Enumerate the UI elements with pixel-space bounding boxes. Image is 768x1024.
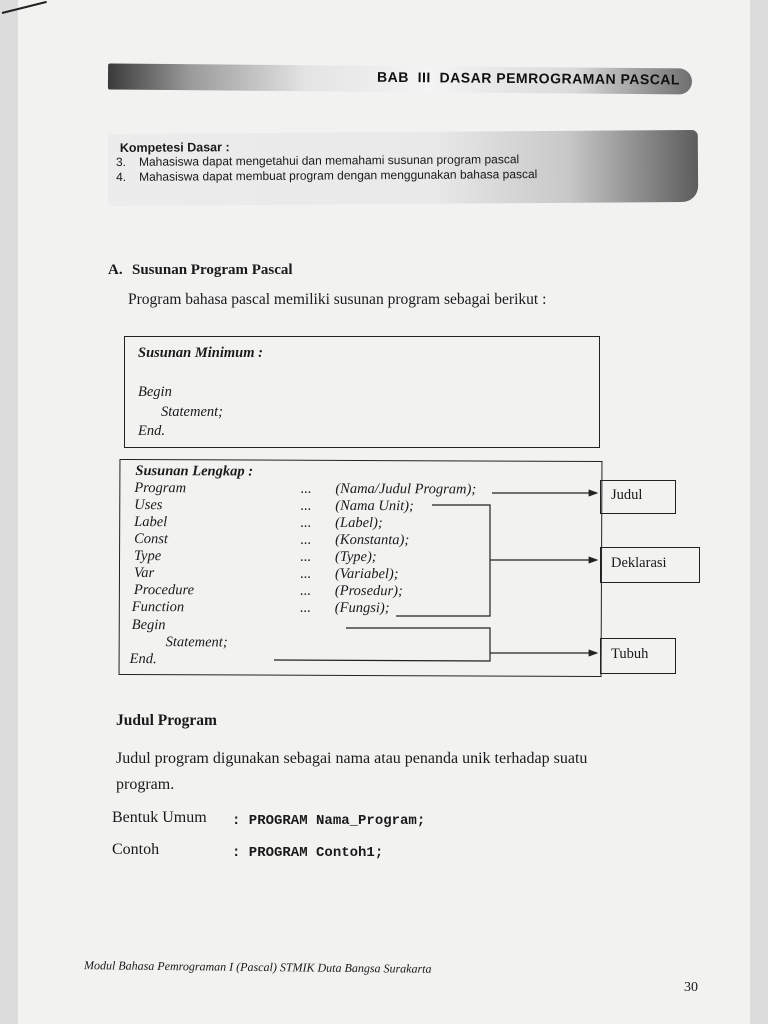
dots: ... xyxy=(300,548,311,565)
keyword: Var xyxy=(133,565,155,582)
keyword: Const xyxy=(134,531,169,548)
code-line: End. xyxy=(138,423,165,439)
comment: (Nama Unit); xyxy=(335,497,414,515)
section-title: Susunan Program Pascal xyxy=(132,262,293,278)
keyword: Program xyxy=(134,480,187,497)
tubuh-label: Tubuh xyxy=(611,646,649,662)
dots: ... xyxy=(299,582,311,599)
judul-program-paragraph-cont: program. xyxy=(116,776,175,793)
dots: ... xyxy=(300,497,312,514)
keyword: Statement; xyxy=(165,634,228,651)
keyword: Procedure xyxy=(133,582,195,599)
comment: (Nama/Judul Program); xyxy=(335,480,477,498)
dots: ... xyxy=(300,480,312,497)
tubuh-bracket xyxy=(274,628,490,661)
comment: (Type); xyxy=(335,548,377,566)
item-number: 4. xyxy=(116,169,127,185)
page-number: 30 xyxy=(684,980,698,995)
contoh-label: Contoh xyxy=(112,841,160,858)
comment: (Label); xyxy=(335,514,383,532)
comment: (Konstanta); xyxy=(335,531,410,549)
bentuk-umum-label: Bentuk Umum xyxy=(112,809,207,826)
keyword: Function xyxy=(131,599,185,616)
contoh-code: : PROGRAM Contoh1; xyxy=(232,845,384,861)
code-line: Begin xyxy=(138,384,172,400)
comment: (Variabel); xyxy=(334,565,399,583)
judul-program-heading: Judul Program xyxy=(116,712,217,729)
keyword: Uses xyxy=(134,497,163,514)
dots: ... xyxy=(300,514,312,531)
complete-title: Susunan Lengkap : xyxy=(135,463,254,480)
code-line: Statement; xyxy=(161,404,224,420)
keyword: Begin xyxy=(131,617,166,634)
section-intro: Program bahasa pascal memiliki susunan program sebagai berikut : xyxy=(128,291,547,308)
bentuk-umum-code: : PROGRAM Nama_Program; xyxy=(232,813,426,829)
chapter-title: BAB III DASAR PEMROGRAMAN PASCAL xyxy=(376,68,681,88)
judul-program-paragraph: Judul program digunakan sebagai nama atau penanda unik terhadap suatu xyxy=(116,750,588,767)
minimum-title: Susunan Minimum : xyxy=(138,345,263,361)
keyword: End. xyxy=(129,650,157,668)
item-text: Mahasiswa dapat mengetahui dan memahami susunan program pascal xyxy=(138,152,520,169)
dots: ... xyxy=(299,565,311,582)
comment: (Fungsi); xyxy=(334,599,390,617)
deklarasi-label: Deklarasi xyxy=(611,555,667,571)
keyword: Label xyxy=(134,514,168,531)
keyword: Type xyxy=(134,548,162,565)
dots: ... xyxy=(300,531,312,548)
kompetensi-heading: Kompetesi Dasar : xyxy=(119,140,230,155)
footer-text: Modul Bahasa Pemrograman I (Pascal) STMIK Duta Bangsa Surakarta xyxy=(83,958,432,976)
item-text: Mahasiswa dapat membuat program dengan menggunakan bahasa pascal xyxy=(139,167,538,184)
item-number: 3. xyxy=(115,154,127,170)
deklarasi-bracket xyxy=(396,505,490,616)
comment: (Prosedur); xyxy=(334,582,403,600)
judul-label: Judul xyxy=(611,487,643,503)
section-letter: A. xyxy=(108,262,123,278)
dots: ... xyxy=(299,599,311,616)
